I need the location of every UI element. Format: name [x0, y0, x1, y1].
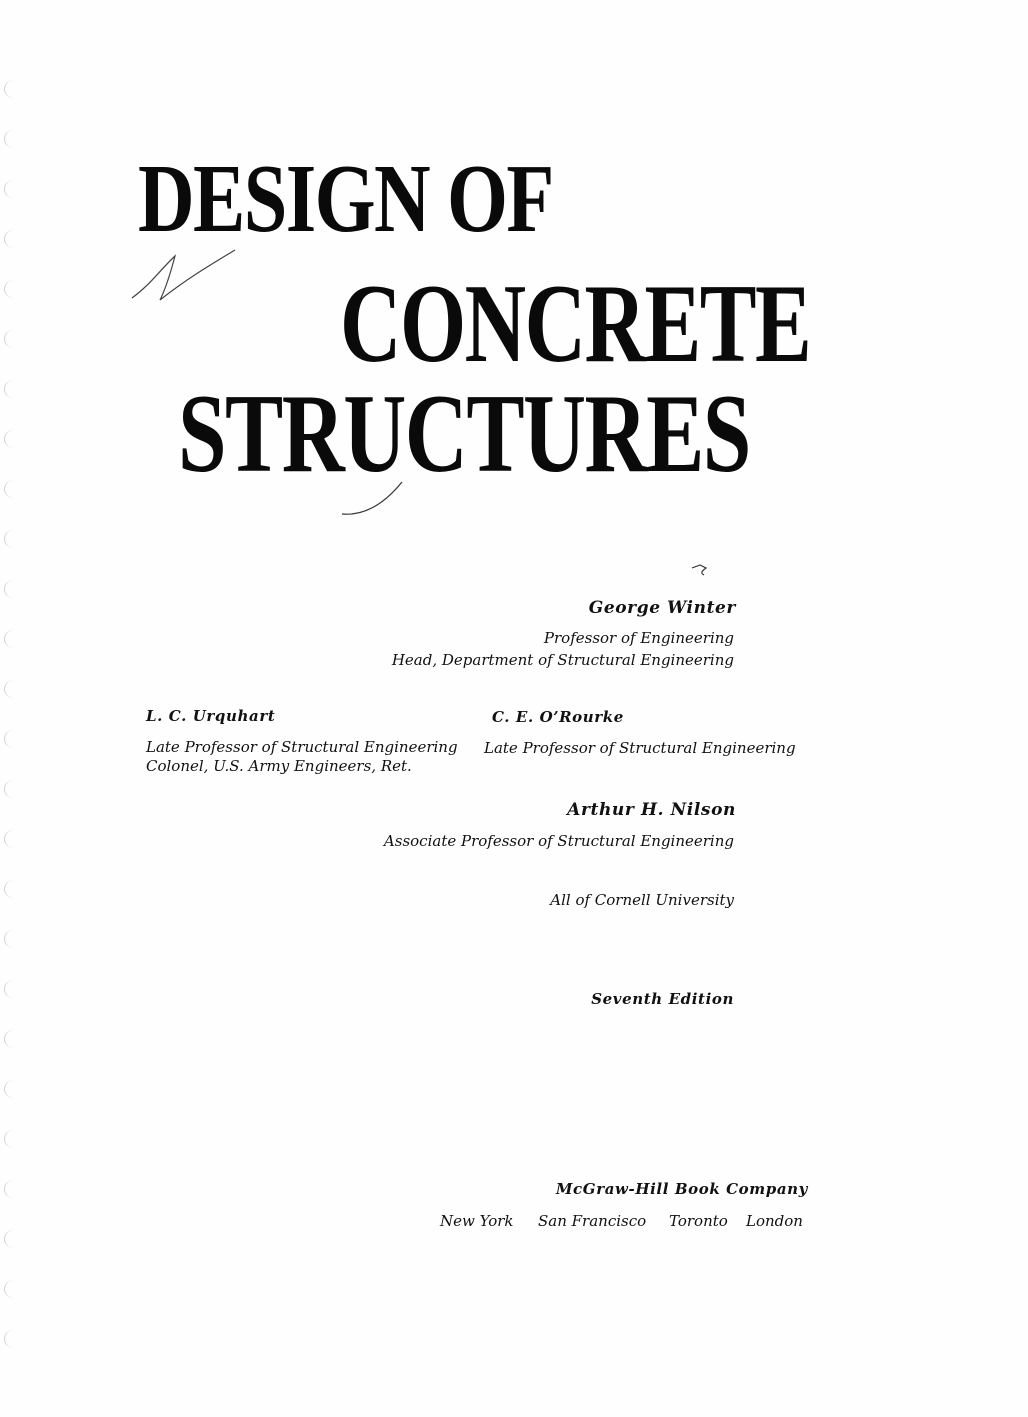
- pen-tick-mark: [340, 478, 410, 518]
- coauthor-2-affiliation-1: Late Professor of Structural Engineering: [484, 739, 796, 757]
- publisher-city-1: New York: [440, 1212, 514, 1230]
- binding-holes: [0, 60, 30, 1400]
- primary-author-affiliation-2: Head, Department of Structural Engineering: [391, 651, 734, 669]
- title-line-1: DESIGN OF: [138, 145, 553, 253]
- coauthor-1-name: L. C. Urquhart: [146, 707, 276, 725]
- institution-note: All of Cornell University: [550, 891, 734, 909]
- fourth-author-name: Arthur H. Nilson: [567, 800, 736, 820]
- coauthor-1-affiliation-1: Late Professor of Structural Engineering: [146, 738, 458, 756]
- publisher-city-4: London: [746, 1212, 803, 1230]
- primary-author-affiliation-1: Professor of Engineering: [543, 629, 734, 647]
- publisher-city-2: San Francisco: [538, 1212, 647, 1230]
- coauthor-2-name: C. E. O’Rourke: [492, 708, 624, 726]
- title-line-2: CONCRETE: [340, 262, 811, 386]
- publisher-name: McGraw-Hill Book Company: [555, 1180, 808, 1198]
- edition-label: Seventh Edition: [591, 990, 734, 1008]
- title-line-3: STRUCTURES: [178, 372, 750, 496]
- pen-scribble-mark: [130, 240, 260, 320]
- pen-small-mark: [690, 562, 720, 578]
- coauthor-1-affiliation-2: Colonel, U.S. Army Engineers, Ret.: [146, 757, 412, 775]
- fourth-author-affiliation: Associate Professor of Structural Engineering: [383, 832, 734, 850]
- primary-author-name: George Winter: [588, 598, 736, 618]
- publisher-city-3: Toronto: [669, 1212, 728, 1230]
